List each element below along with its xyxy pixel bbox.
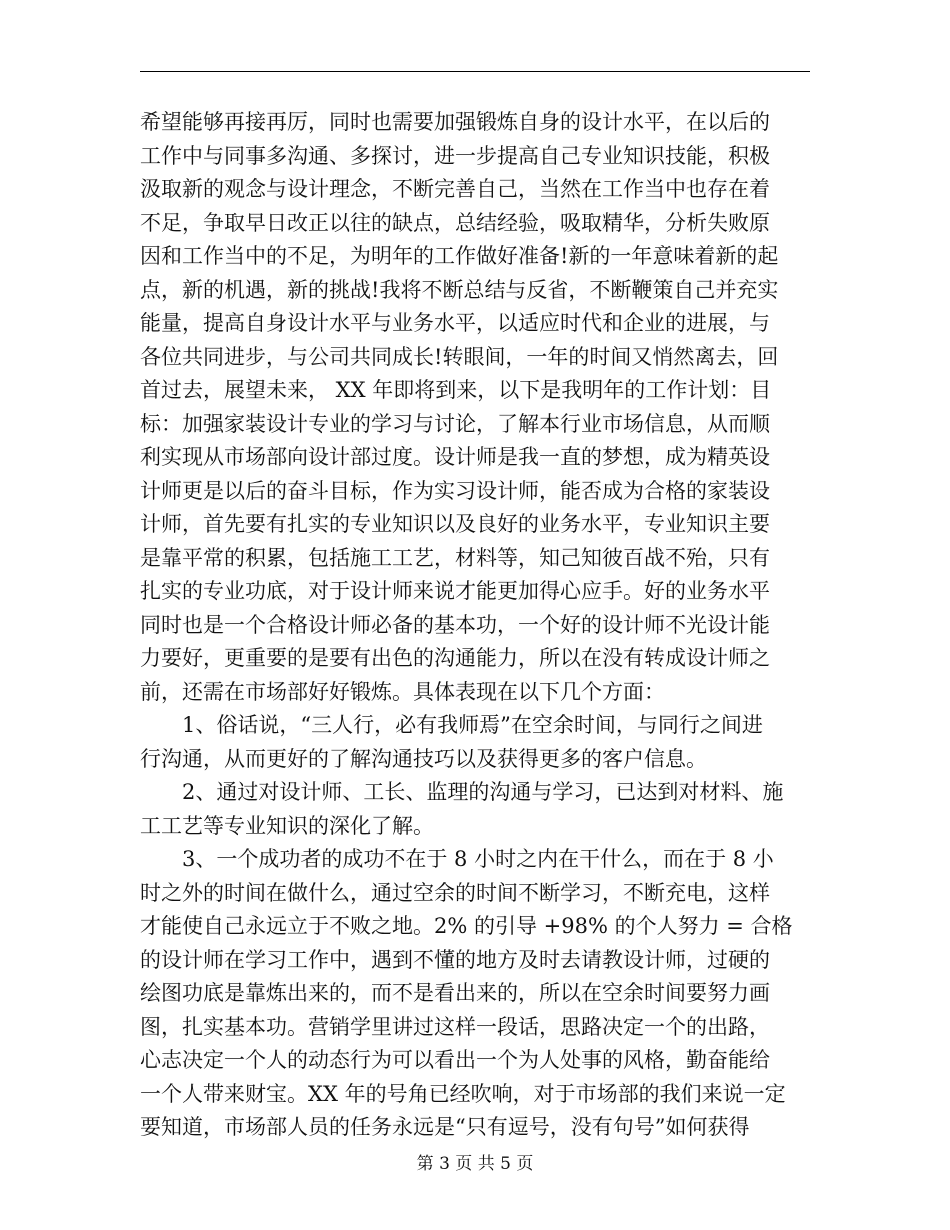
text-line: 首过去，展望未来， XX 年即将到来，以下是我明年的工作计划：目 (140, 378, 772, 402)
list-item-1: 1、俗话说，“三人行，必有我师焉”在空余时间，与同行之间进 (182, 713, 763, 737)
text-line: 工作中与同事多沟通、多探讨，进一步提高自己专业知识技能，积极 (140, 143, 770, 168)
text-line: 绘图功底是靠炼出来的，而不是看出来的，所以在空余时间要努力画 (140, 981, 770, 1005)
text-line: 前，还需在市场部好好锻炼。具体表现在以下几个方面： (140, 679, 665, 704)
text-line: 因和工作当中的不足，为明年的工作做好准备!新的一年意味着新的起 (140, 244, 779, 268)
text-line: 是靠平常的积累，包括施工工艺，材料等，知己知彼百战不殆，只有 (140, 545, 770, 570)
text-line: 能量，提高自身设计水平与业务水平，以适应时代和企业的进展，与 (140, 311, 770, 335)
text-line: 各位共同进步，与公司共同成长!转眼间，一年的时间又悄然离去，回 (140, 344, 779, 369)
header-rule (140, 71, 810, 72)
page-footer: 第 3 页 共 5 页 (416, 1154, 534, 1174)
document-body (140, 106, 810, 1145)
text-line: 标：加强家装设计专业的学习与讨论，了解本行业市场信息，从而顺 (140, 411, 770, 436)
text-line: 力要好，更重要的是要有出色的沟通能力，所以在没有转成设计师之 (140, 646, 770, 670)
text-line: 同时也是一个合格设计师必备的基本功，一个好的设计师不光设计能 (140, 612, 770, 637)
text-line: 才能使自己永远立于不败之地。2% 的引导 +98% 的个人努力 = 合格 (140, 914, 793, 938)
text-line: 计师，首先要有扎实的专业知识以及良好的业务水平，专业知识主要 (140, 512, 770, 536)
text-line: 时之外的时间在做什么，通过空余的时间不断学习，不断充电，这样 (140, 880, 770, 905)
text-line: 利实现从市场部向设计部过度。设计师是我一直的梦想，成为精英设 (140, 445, 770, 469)
list-item-3: 3、一个成功者的成功不在于 8 小时之内在干什么，而在于 8 小 (182, 847, 774, 871)
text-line: 点，新的机遇，新的挑战!我将不断总结与反省，不断鞭策自己并充实 (140, 277, 779, 302)
text-line: 计师更是以后的奋斗目标，作为实习设计师，能否成为合格的家装设 (140, 478, 770, 503)
text-line: 的设计师在学习工作中，遇到不懂的地方及时去请教设计师，过硬的 (140, 947, 770, 972)
text-line: 扎实的专业功底，对于设计师来说才能更加得心应手。好的业务水平 (140, 579, 770, 603)
text-line: 行沟通，从而更好的了解沟通技巧以及获得更多的客户信息。 (140, 746, 707, 771)
text-line: 汲取新的观念与设计理念，不断完善自己，当然在工作当中也存在着 (140, 177, 770, 201)
text-line: 要知道，市场部人员的任务永远是“只有逗号，没有句号”如何获得 (140, 1115, 750, 1139)
text-line: 一个人带来财宝。XX 年的号角已经吹响，对于市场部的我们来说一定 (140, 1081, 786, 1106)
text-line: 心志决定一个人的动态行为可以看出一个为人处事的风格，勤奋能给 (140, 1048, 770, 1072)
text-line: 工工艺等专业知识的深化了解。 (140, 813, 434, 838)
text-line: 希望能够再接再厉，同时也需要加强锻炼自身的设计水平，在以后的 (140, 110, 770, 134)
text-line: 不足，争取早日改正以往的缺点，总结经验，吸取精华，分析失败原 (140, 210, 770, 235)
text-line: 图，扎实基本功。营销学里讲过这样一段话，思路决定一个的出路， (140, 1014, 770, 1039)
list-item-2: 2、通过对设计师、工长、监理的沟通与学习，已达到对材料、施 (182, 780, 784, 804)
